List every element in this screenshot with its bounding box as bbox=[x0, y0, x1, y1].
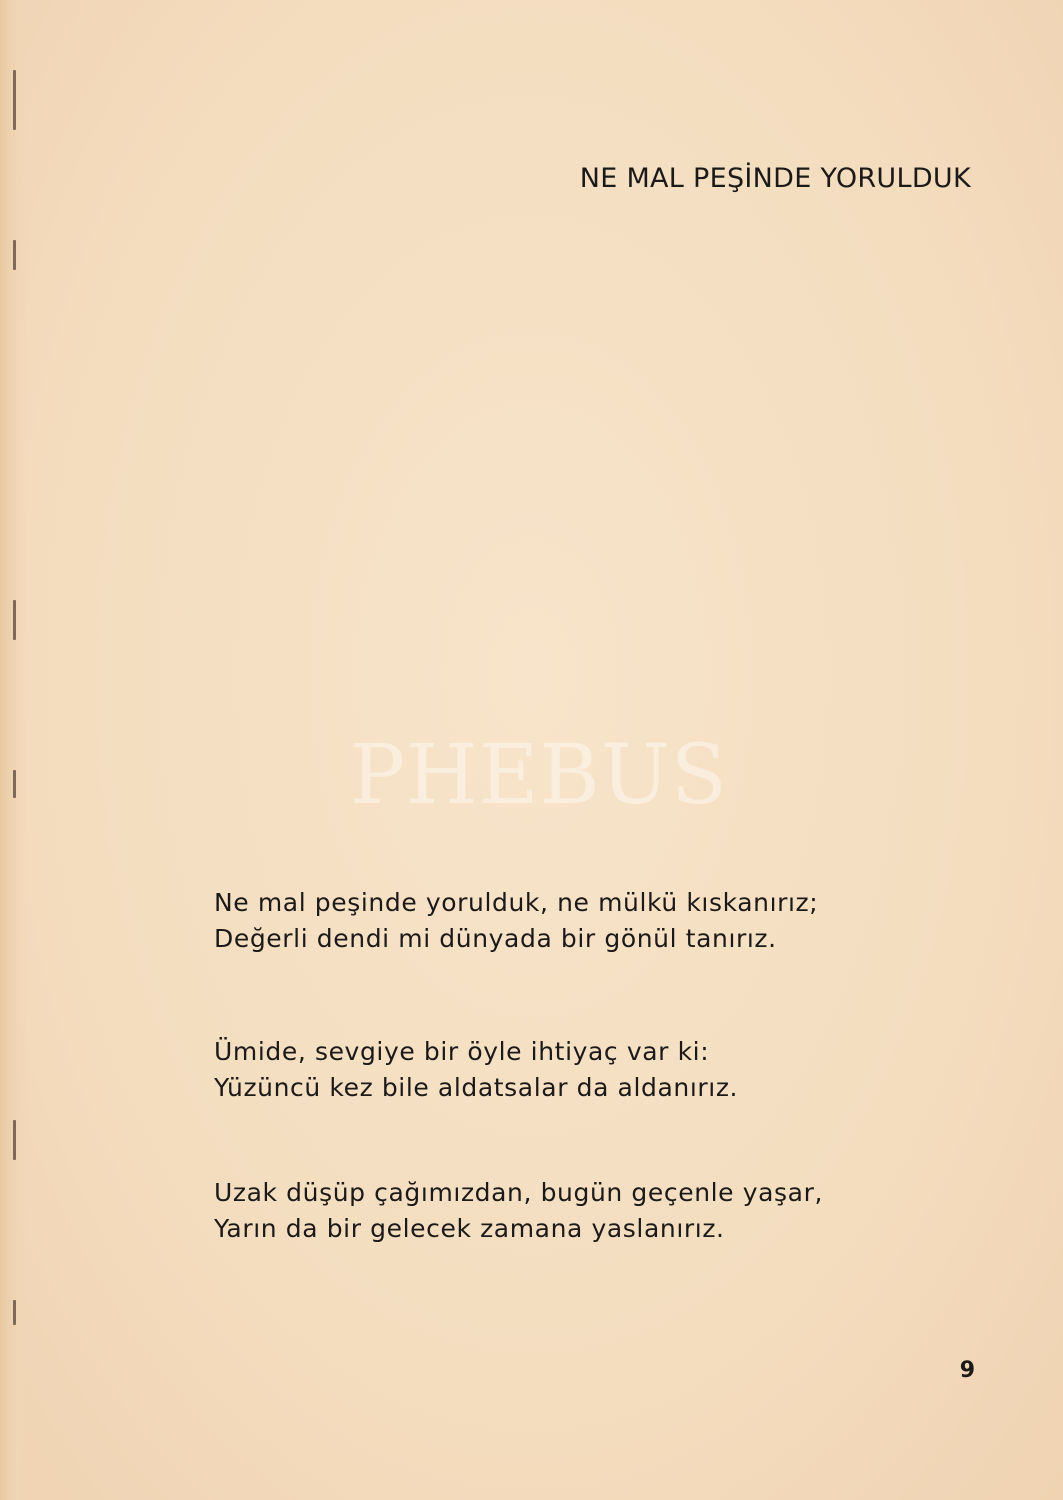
poem-line: Yüzüncü kez bile aldatsalar da aldanırız. bbox=[214, 1073, 739, 1102]
spine-edge bbox=[0, 0, 28, 1500]
poem-line: Ümide, sevgiye bir öyle ihtiyaç var ki: bbox=[214, 1037, 710, 1066]
poem-line: Ne mal peşinde yorulduk, ne mülkü kıskanırız; bbox=[214, 888, 819, 917]
poem-title: NE MAL PEŞİNDE YORULDUK bbox=[579, 163, 971, 194]
binding-stitch bbox=[13, 1300, 16, 1325]
watermark: PHEBUS bbox=[350, 728, 729, 823]
binding-stitch bbox=[13, 600, 16, 640]
binding-stitch bbox=[13, 770, 16, 798]
binding-stitch bbox=[13, 240, 16, 270]
poem-line: Değerli dendi mi dünyada bir gönül tanırız. bbox=[214, 924, 777, 953]
page-number: 9 bbox=[959, 1358, 975, 1383]
poem-line: Yarın da bir gelecek zamana yaslanırız. bbox=[214, 1214, 725, 1243]
stanza-3 bbox=[214, 1175, 823, 1247]
stanza-2 bbox=[214, 1034, 738, 1106]
binding-stitch bbox=[13, 70, 16, 130]
poem-line: Uzak düşüp çağımızdan, bugün geçenle yaşar, bbox=[214, 1178, 823, 1207]
stanza-1 bbox=[214, 885, 818, 957]
binding-stitch bbox=[13, 1120, 16, 1160]
